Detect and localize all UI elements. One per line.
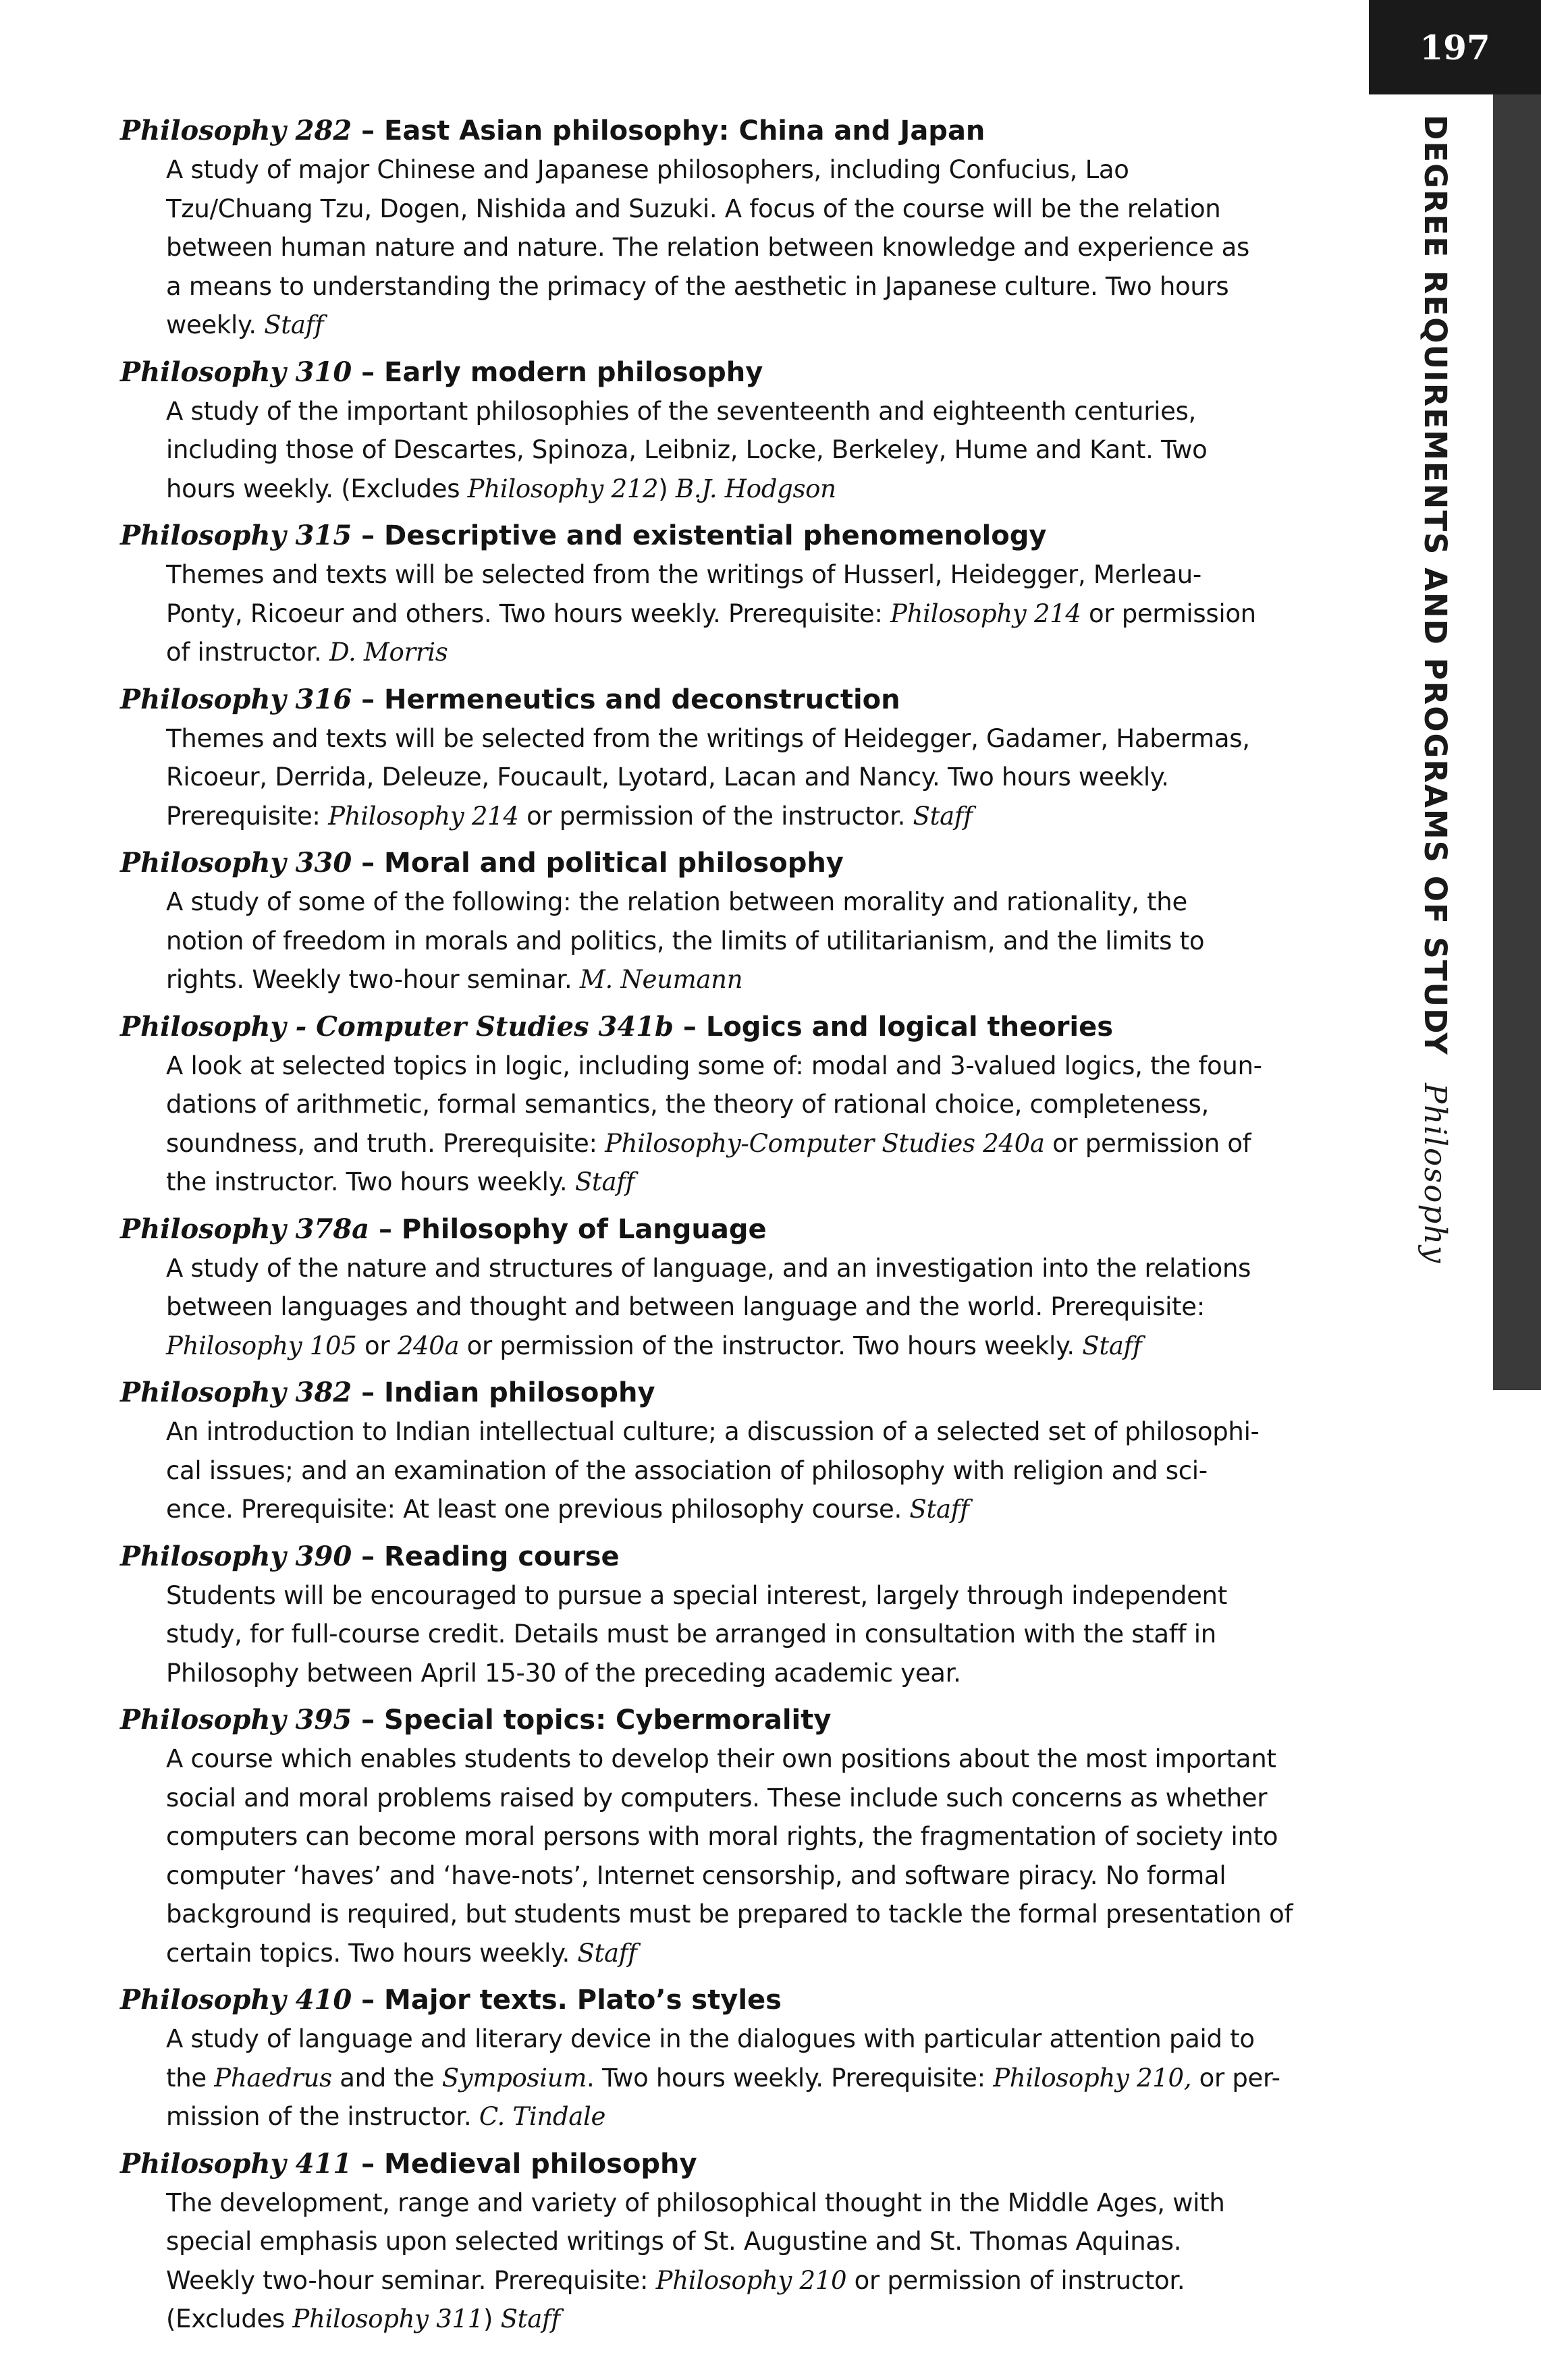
course-description [120, 883, 1349, 999]
description-line [166, 392, 1349, 431]
course-code: Philosophy - Computer Studies 341b [120, 1010, 674, 1043]
description-text: A study of major Chinese and Japanese philosophers, including Confucius, Lao [166, 155, 1129, 184]
course-code: Philosophy 310 [120, 356, 352, 388]
course-entry [120, 843, 1349, 999]
description-text: the instructor. Two hours weekly. [166, 1167, 575, 1196]
course-heading [120, 680, 1349, 719]
course-heading [120, 516, 1349, 555]
heading-separator: – [673, 1011, 706, 1043]
course-description [120, 719, 1349, 836]
description-line [166, 1615, 1349, 1654]
course-heading [120, 1537, 1349, 1576]
course-heading [120, 1007, 1349, 1047]
description-line [166, 431, 1349, 470]
course-entry [120, 1700, 1349, 1972]
description-text: Ricoeur, Derrida, Deleuze, Foucault, Lyotard, Lacan and Nancy. Two hours weekly. [166, 763, 1169, 792]
description-line [166, 1740, 1349, 1779]
course-description [120, 1576, 1349, 1693]
description-line [166, 1085, 1349, 1124]
description-text: background is required, but students must be prepared to tackle the formal presentation of [166, 1900, 1293, 1929]
course-code: Philosophy 378a [120, 1213, 370, 1245]
description-line [166, 190, 1349, 229]
course-title: Philosophy of Language [401, 1213, 767, 1245]
description-text: of instructor. [166, 638, 329, 667]
italic-text: Staff [500, 2304, 560, 2333]
italic-text: Philosophy 212 [467, 474, 659, 503]
course-title: Hermeneutics and deconstruction [384, 684, 900, 715]
description-line [166, 633, 1349, 672]
course-description [120, 392, 1349, 509]
description-text: Themes and texts will be selected from the writings of Heidegger, Gadamer, Habermas, [166, 723, 1250, 753]
description-text: Ponty, Ricoeur and others. Two hours weekly. Prerequisite: [166, 599, 891, 628]
course-code: Philosophy 390 [120, 1540, 352, 1572]
description-text: . Two hours weekly. Prerequisite: [587, 2063, 994, 2093]
course-heading [120, 1210, 1349, 1249]
course-description [120, 555, 1349, 672]
heading-separator: – [352, 2148, 385, 2180]
course-heading [120, 353, 1349, 392]
section-title: DEGREE REQUIREMENTS AND PROGRAMS OF STUDY [1417, 115, 1453, 1056]
description-text: mission of the instructor. [166, 2102, 479, 2131]
description-line [166, 1451, 1349, 1491]
course-heading [120, 1700, 1349, 1740]
description-text: Students will be encouraged to pursue a special interest, largely through independent [166, 1580, 1227, 1610]
heading-separator: – [352, 115, 385, 146]
description-line [166, 1288, 1349, 1327]
italic-text: Staff [574, 1167, 635, 1196]
description-line [166, 2300, 1349, 2339]
description-text: soundness, and truth. Prerequisite: [166, 1128, 605, 1158]
description-line [166, 758, 1349, 797]
italic-text: Philosophy 210 [655, 2265, 847, 2295]
description-text: rights. Weekly two-hour seminar. [166, 965, 580, 994]
description-text: A study of the nature and structures of language, and an investigation into the relations [166, 1253, 1251, 1283]
description-text: study, for full-course credit. Details must be arranged in consultation with the staff in [166, 1620, 1216, 1649]
course-entry [120, 2144, 1349, 2339]
heading-separator: – [352, 1377, 385, 1408]
description-text: A study of language and literary device in the dialogues with particular attention paid to [166, 2024, 1255, 2053]
description-text: Tzu/Chuang Tzu, Dogen, Nishida and Suzuki. A focus of the course will be the relation [166, 194, 1221, 223]
italic-text: Philosophy 311 [292, 2304, 483, 2333]
course-code: Philosophy 316 [120, 683, 352, 715]
course-heading [120, 1981, 1349, 2020]
description-text: A look at selected topics in logic, including some of: modal and 3-valued logics, the foun- [166, 1051, 1262, 1080]
description-line [166, 1817, 1349, 1856]
description-text: special emphasis upon selected writings of St. Augustine and St. Thomas Aquinas. [166, 2227, 1182, 2256]
description-text: Weekly two-hour seminar. Prerequisite: [166, 2265, 656, 2295]
italic-text: M. Neumann [579, 965, 743, 994]
description-line [166, 1490, 1349, 1529]
side-section-bar [1493, 94, 1541, 1390]
course-entry [120, 353, 1349, 509]
course-code: Philosophy 330 [120, 847, 352, 879]
course-entry [120, 111, 1349, 345]
italic-text: 240a [397, 1331, 460, 1360]
description-text: or [356, 1331, 398, 1360]
description-text: between languages and thought and between language and the world. Prerequisite: [166, 1292, 1205, 1321]
heading-separator: – [352, 684, 385, 715]
description-line [166, 1249, 1349, 1288]
description-text: A study of the important philosophies of the seventeenth and eighteenth centuries, [166, 396, 1197, 426]
description-text: ) [483, 2304, 501, 2333]
description-line [166, 1576, 1349, 1615]
description-line [166, 1934, 1349, 1973]
italic-text: Staff [577, 1938, 637, 1968]
description-text: cal issues; and an examination of the association of philosophy with religion and sci- [166, 1456, 1208, 1485]
description-text: between human nature and nature. The relation between knowledge and experience as [166, 233, 1249, 262]
course-description [120, 150, 1349, 345]
italic-text: Philosophy 210, [993, 2063, 1192, 2093]
course-title: Descriptive and existential phenomenology [384, 520, 1047, 551]
description-line [166, 2059, 1349, 2098]
italic-text: Philosophy-Computer Studies 240a [605, 1128, 1045, 1158]
course-heading [120, 111, 1349, 150]
running-section-title [1417, 115, 1453, 1264]
course-entry [120, 1007, 1349, 1202]
italic-text: Staff [264, 310, 324, 339]
description-text: A course which enables students to develop their own positions about the most important [166, 1744, 1276, 1773]
italic-text: Philosophy 214 [328, 801, 519, 831]
italic-text: C. Tindale [479, 2102, 606, 2131]
heading-separator: – [352, 848, 385, 879]
description-line [166, 1779, 1349, 1818]
description-text: (Excludes [166, 2304, 293, 2333]
description-text: or per- [1191, 2063, 1280, 2093]
subject-label: Philosophy [1417, 1082, 1453, 1265]
description-line [166, 306, 1349, 345]
heading-separator: – [352, 1541, 385, 1572]
description-line [166, 267, 1349, 306]
description-text: certain topics. Two hours weekly. [166, 1938, 578, 1968]
description-line [166, 228, 1349, 267]
italic-text: Philosophy 105 [166, 1331, 357, 1360]
description-line [166, 1163, 1349, 1202]
description-line [166, 555, 1349, 594]
course-code: Philosophy 395 [120, 1704, 352, 1736]
course-description [120, 1740, 1349, 1972]
description-text: social and moral problems raised by computers. These include such concerns as whether [166, 1783, 1268, 1812]
description-line [166, 470, 1349, 509]
description-line [166, 1895, 1349, 1934]
course-entry [120, 1373, 1349, 1529]
description-line [166, 2184, 1349, 2223]
description-text: dations of arithmetic, formal semantics, the theory of rational choice, completeness, [166, 1090, 1209, 1119]
course-title: Medieval philosophy [384, 2148, 697, 2180]
description-text: or permission of instructor. [846, 2265, 1185, 2295]
course-entry [120, 516, 1349, 672]
course-entry [120, 1210, 1349, 1366]
description-text: or permission [1081, 599, 1256, 628]
description-text: Themes and texts will be selected from the writings of Husserl, Heidegger, Merleau- [166, 560, 1201, 589]
description-line [166, 1327, 1349, 1366]
course-title: Special topics: Cybermorality [384, 1705, 832, 1736]
description-line [166, 2097, 1349, 2136]
description-text: The development, range and variety of philosophical thought in the Middle Ages, with [166, 2188, 1225, 2217]
description-text: computer ‘haves’ and ‘have-nots’, Internet censorship, and software piracy. No formal [166, 1860, 1226, 1890]
course-code: Philosophy 410 [120, 1984, 352, 2016]
course-entry [120, 680, 1349, 836]
description-text: computers can become moral persons with moral rights, the fragmentation of society into [166, 1822, 1278, 1851]
course-list [120, 111, 1349, 2347]
description-text: or permission of the instructor. [518, 801, 913, 831]
description-text: An introduction to Indian intellectual culture; a discussion of a selected set of philosophi- [166, 1417, 1260, 1446]
description-text: the [166, 2063, 215, 2093]
course-heading [120, 843, 1349, 883]
course-title: Logics and logical theories [705, 1011, 1114, 1043]
description-text: hours weekly. (Excludes [166, 474, 468, 503]
description-line [166, 150, 1349, 190]
description-line [166, 1047, 1349, 1086]
course-description [120, 2020, 1349, 2136]
course-title: Reading course [384, 1541, 620, 1572]
description-text: or permission of [1044, 1128, 1251, 1158]
description-line [166, 1412, 1349, 1451]
heading-separator: – [352, 356, 385, 388]
description-line [166, 2261, 1349, 2300]
course-title: East Asian philosophy: China and Japan [384, 115, 985, 146]
course-description [120, 1249, 1349, 1366]
description-text: and the [331, 2063, 442, 2093]
description-text: or permission of the instructor. Two hours weekly. [459, 1331, 1083, 1360]
description-text: Prerequisite: [166, 801, 329, 831]
course-title: Indian philosophy [384, 1377, 655, 1408]
course-code: Philosophy 282 [120, 115, 352, 146]
course-entry [120, 1981, 1349, 2136]
description-text: ence. Prerequisite: At least one previous philosophy course. [166, 1495, 910, 1524]
course-description [120, 2184, 1349, 2339]
description-line [166, 1124, 1349, 1163]
description-text: ) [658, 474, 676, 503]
heading-separator: – [369, 1213, 402, 1245]
course-title: Early modern philosophy [384, 356, 763, 388]
description-text: weekly. [166, 310, 265, 339]
course-heading [120, 1373, 1349, 1412]
description-line [166, 594, 1349, 634]
description-text: a means to understanding the primacy of the aesthetic in Japanese culture. Two hours [166, 271, 1229, 301]
description-line [166, 922, 1349, 961]
heading-separator: – [352, 520, 385, 551]
description-line [166, 797, 1349, 836]
italic-text: Staff [913, 801, 973, 831]
description-line [166, 719, 1349, 758]
description-line [166, 2222, 1349, 2261]
course-heading [120, 2144, 1349, 2184]
course-description [120, 1047, 1349, 1202]
heading-separator: – [352, 1985, 385, 2016]
description-line [166, 883, 1349, 922]
italic-text: B.J. Hodgson [675, 474, 836, 503]
italic-text: D. Morris [329, 638, 448, 667]
description-text: including those of Descartes, Spinoza, Leibniz, Locke, Berkeley, Hume and Kant. Two [166, 435, 1208, 464]
description-text: A study of some of the following: the relation between morality and rationality, the [166, 887, 1187, 916]
course-code: Philosophy 382 [120, 1377, 352, 1408]
description-line [166, 1856, 1349, 1895]
italic-text: Philosophy 214 [890, 599, 1081, 628]
course-title: Major texts. Plato’s styles [384, 1985, 782, 2016]
course-entry [120, 1537, 1349, 1693]
description-text: Philosophy between April 15-30 of the preceding academic year. [166, 1658, 961, 1688]
italic-text: Staff [909, 1495, 969, 1524]
description-line [166, 1654, 1349, 1693]
course-title: Moral and political philosophy [384, 848, 844, 879]
italic-text: Symposium [441, 2063, 587, 2093]
course-code: Philosophy 315 [120, 520, 352, 551]
description-text: notion of freedom in morals and politics, the limits of utilitarianism, and the limits to [166, 926, 1205, 956]
description-line [166, 2020, 1349, 2059]
course-description [120, 1412, 1349, 1529]
italic-text: Phaedrus [214, 2063, 332, 2093]
heading-separator: – [352, 1705, 385, 1736]
page-number: 197 [1369, 0, 1541, 94]
description-line [166, 960, 1349, 999]
course-code: Philosophy 411 [120, 2147, 352, 2180]
italic-text: Staff [1082, 1331, 1142, 1360]
